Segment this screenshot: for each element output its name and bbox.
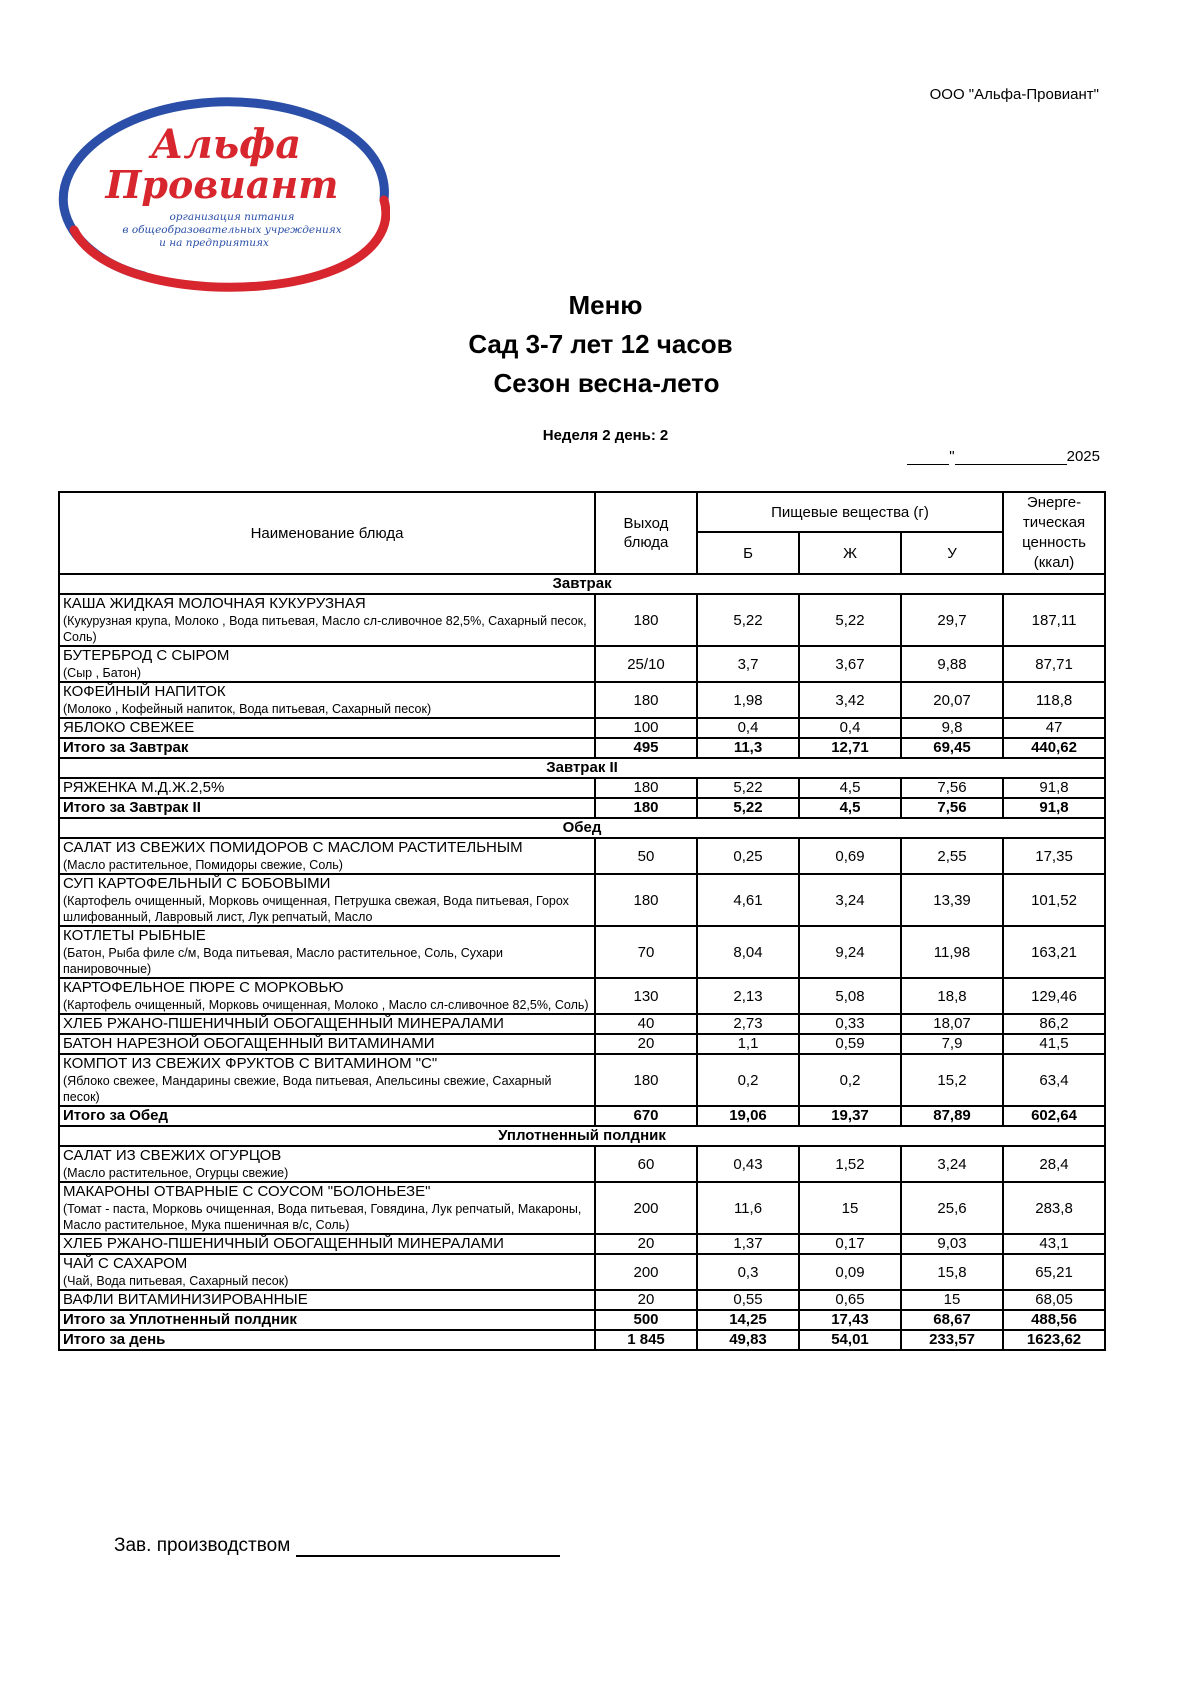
cell-fats: 15 — [799, 1182, 901, 1234]
cell-yield: 180 — [595, 778, 697, 798]
cell-carbs: 18,07 — [901, 1014, 1003, 1034]
cell-fats: 9,24 — [799, 926, 901, 978]
week-label: Неделя 2 день: — [542, 427, 656, 444]
cell-proteins: 1,37 — [697, 1234, 799, 1254]
date-day-blank — [907, 448, 949, 465]
cell-proteins: 0,2 — [697, 1054, 799, 1106]
cell-carbs: 9,88 — [901, 646, 1003, 682]
section-total-row — [59, 1106, 1105, 1126]
table-row — [59, 646, 1105, 682]
cell-kcal: 63,4 — [1003, 1054, 1105, 1106]
cell-fats: 19,37 — [799, 1106, 901, 1126]
menu-table — [58, 491, 1106, 1351]
table-row — [59, 1290, 1105, 1310]
cell-proteins: 0,4 — [697, 718, 799, 738]
header-proteins: Б — [697, 532, 799, 574]
cell-fats: 0,69 — [799, 838, 901, 874]
cell-fats: 3,67 — [799, 646, 901, 682]
cell-kcal: 91,8 — [1003, 778, 1105, 798]
dish-ingredients: (Яблоко свежее, Мандарины свежие, Вода питьевая, Апельсины свежие, Сахарный песок) — [63, 1074, 552, 1104]
cell-carbs: 69,45 — [901, 738, 1003, 758]
section-header-row — [59, 758, 1105, 778]
cell-kcal: 28,4 — [1003, 1146, 1105, 1182]
cell-carbs: 7,9 — [901, 1034, 1003, 1054]
cell-yield: 40 — [595, 1014, 697, 1034]
signature-line — [296, 1535, 560, 1557]
cell-fats: 0,09 — [799, 1254, 901, 1290]
dish-name: КАРТОФЕЛЬНОЕ ПЮРЕ С МОРКОВЬЮ — [63, 979, 344, 996]
header-nutrients: Пищевые вещества (г) — [697, 492, 1003, 532]
dish-cell — [59, 1014, 595, 1034]
logo-tagline-3: и на предприятиях — [159, 237, 269, 249]
date-line — [907, 448, 1100, 465]
cell-proteins: 0,43 — [697, 1146, 799, 1182]
cell-kcal: 41,5 — [1003, 1034, 1105, 1054]
total-label: Итого за Завтрак II — [59, 798, 595, 818]
cell-proteins: 49,83 — [697, 1330, 799, 1350]
cell-proteins: 2,13 — [697, 978, 799, 1014]
cell-yield: 20 — [595, 1290, 697, 1310]
cell-carbs: 3,24 — [901, 1146, 1003, 1182]
table-row — [59, 682, 1105, 718]
title-line-season: Сезон весна-лето — [493, 368, 720, 398]
cell-yield: 180 — [595, 1054, 697, 1106]
header-energy-line1: Энерге- — [1026, 494, 1082, 511]
week-day-value: 2 — [659, 427, 669, 444]
cell-yield: 1 845 — [595, 1330, 697, 1350]
dish-name: СУП КАРТОФЕЛЬНЫЙ С БОБОВЫМИ — [63, 875, 331, 892]
cell-carbs: 11,98 — [901, 926, 1003, 978]
cell-carbs: 68,67 — [901, 1310, 1003, 1330]
cell-yield: 100 — [595, 718, 697, 738]
menu-body — [59, 574, 1105, 1350]
table-row — [59, 978, 1105, 1014]
cell-yield: 20 — [595, 1034, 697, 1054]
cell-fats: 5,22 — [799, 594, 901, 646]
table-row — [59, 1034, 1105, 1054]
page-title — [0, 286, 1199, 403]
dish-ingredients: (Кукурузная крупа, Молоко , Вода питьевая, Масло сл-сливочное 82,5%, Сахарный песок, Соль) — [63, 614, 587, 644]
dish-name: ХЛЕБ РЖАНО-ПШЕНИЧНЫЙ ОБОГАЩЕННЫЙ МИНЕРАЛАМИ — [63, 1235, 504, 1252]
logo-text-line1: Альфа — [150, 121, 302, 168]
cell-carbs: 15 — [901, 1290, 1003, 1310]
cell-yield: 50 — [595, 838, 697, 874]
header-energy-line2: тическая — [1022, 514, 1086, 531]
cell-yield: 495 — [595, 738, 697, 758]
cell-kcal: 488,56 — [1003, 1310, 1105, 1330]
company-name: ООО "Альфа-Провиант" — [929, 86, 1099, 103]
cell-proteins: 14,25 — [697, 1310, 799, 1330]
cell-proteins: 0,55 — [697, 1290, 799, 1310]
dish-cell — [59, 682, 595, 718]
cell-yield: 180 — [595, 594, 697, 646]
table-row — [59, 1054, 1105, 1106]
cell-yield: 60 — [595, 1146, 697, 1182]
dish-name: КОТЛЕТЫ РЫБНЫЕ — [63, 927, 206, 944]
dish-name: КАША ЖИДКАЯ МОЛОЧНАЯ КУКУРУЗНАЯ — [63, 595, 366, 612]
cell-carbs: 233,57 — [901, 1330, 1003, 1350]
section-total-row — [59, 738, 1105, 758]
cell-kcal: 440,62 — [1003, 738, 1105, 758]
cell-proteins: 1,1 — [697, 1034, 799, 1054]
cell-kcal: 87,71 — [1003, 646, 1105, 682]
cell-fats: 0,65 — [799, 1290, 901, 1310]
cell-carbs: 7,56 — [901, 778, 1003, 798]
cell-carbs: 18,8 — [901, 978, 1003, 1014]
cell-yield: 20 — [595, 1234, 697, 1254]
table-row — [59, 718, 1105, 738]
cell-yield: 130 — [595, 978, 697, 1014]
date-year: 2025 — [1066, 448, 1100, 465]
cell-fats: 0,33 — [799, 1014, 901, 1034]
section-title: Завтрак II — [59, 758, 1105, 778]
table-row — [59, 1182, 1105, 1234]
dish-name: МАКАРОНЫ ОТВАРНЫЕ С СОУСОМ "БОЛОНЬЕЗЕ" — [63, 1183, 431, 1200]
header-yield-line1: Выход — [623, 515, 669, 532]
cell-proteins: 11,3 — [697, 738, 799, 758]
title-line-menu: Меню — [568, 290, 643, 320]
header-dish-name: Наименование блюда — [59, 492, 595, 574]
cell-kcal: 283,8 — [1003, 1182, 1105, 1234]
cell-fats: 54,01 — [799, 1330, 901, 1350]
dish-cell — [59, 718, 595, 738]
dish-cell — [59, 594, 595, 646]
table-row — [59, 1146, 1105, 1182]
cell-fats: 0,2 — [799, 1054, 901, 1106]
cell-fats: 3,24 — [799, 874, 901, 926]
dish-cell — [59, 1254, 595, 1290]
dish-name: ХЛЕБ РЖАНО-ПШЕНИЧНЫЙ ОБОГАЩЕННЫЙ МИНЕРАЛАМИ — [63, 1015, 504, 1032]
cell-kcal: 68,05 — [1003, 1290, 1105, 1310]
dish-name: КОМПОТ ИЗ СВЕЖИХ ФРУКТОВ С ВИТАМИНОМ "С" — [63, 1055, 438, 1072]
dish-ingredients: (Масло растительное, Помидоры свежие, Соль) — [63, 858, 343, 872]
dish-name: БАТОН НАРЕЗНОЙ ОБОГАЩЕННЫЙ ВИТАМИНАМИ — [63, 1035, 435, 1052]
dish-cell — [59, 874, 595, 926]
table-row — [59, 1014, 1105, 1034]
day-total-row — [59, 1330, 1105, 1350]
dish-ingredients: (Батон, Рыба филе с/м, Вода питьевая, Масло растительное, Соль, Сухари панировочные) — [63, 946, 504, 976]
title-line-group: Сад 3-7 лет 12 часов — [468, 329, 733, 359]
dish-cell — [59, 1182, 595, 1234]
dish-name: ВАФЛИ ВИТАМИНИЗИРОВАННЫЕ — [63, 1291, 308, 1308]
cell-kcal: 43,1 — [1003, 1234, 1105, 1254]
cell-yield: 180 — [595, 874, 697, 926]
cell-proteins: 5,22 — [697, 594, 799, 646]
cell-fats: 1,52 — [799, 1146, 901, 1182]
section-title: Уплотненный полдник — [59, 1126, 1105, 1146]
dish-name: САЛАТ ИЗ СВЕЖИХ ПОМИДОРОВ С МАСЛОМ РАСТИТЕЛЬНЫМ — [63, 839, 523, 856]
table-row — [59, 778, 1105, 798]
dish-cell — [59, 1146, 595, 1182]
dish-cell — [59, 926, 595, 978]
dish-name: САЛАТ ИЗ СВЕЖИХ ОГУРЦОВ — [63, 1147, 282, 1164]
cell-proteins: 2,73 — [697, 1014, 799, 1034]
cell-fats: 0,4 — [799, 718, 901, 738]
logo-tagline-1: организация питания — [169, 211, 295, 223]
table-row — [59, 1234, 1105, 1254]
cell-carbs: 7,56 — [901, 798, 1003, 818]
dish-ingredients: (Картофель очищенный, Морковь очищенная, Петрушка свежая, Вода питьевая, Горох шлифованный, Лавровый лист, Лук репчатый, Масло — [63, 894, 569, 924]
cell-carbs: 87,89 — [901, 1106, 1003, 1126]
cell-proteins: 3,7 — [697, 646, 799, 682]
cell-kcal: 86,2 — [1003, 1014, 1105, 1034]
header-carbs: У — [901, 532, 1003, 574]
total-label: Итого за Завтрак — [59, 738, 595, 758]
cell-kcal: 129,46 — [1003, 978, 1105, 1014]
cell-carbs: 15,2 — [901, 1054, 1003, 1106]
header-fats: Ж — [799, 532, 901, 574]
dish-cell — [59, 1234, 595, 1254]
cell-fats: 3,42 — [799, 682, 901, 718]
header-energy-line3: ценность — [1022, 534, 1086, 551]
cell-carbs: 9,8 — [901, 718, 1003, 738]
date-quote: " — [949, 448, 955, 465]
dish-cell — [59, 1290, 595, 1310]
cell-kcal: 91,8 — [1003, 798, 1105, 818]
total-label: Итого за Уплотненный полдник — [59, 1310, 595, 1330]
section-header-row — [59, 1126, 1105, 1146]
dish-name: РЯЖЕНКА М.Д.Ж.2,5% — [63, 779, 225, 796]
table-row — [59, 926, 1105, 978]
section-total-row — [59, 798, 1105, 818]
cell-proteins: 11,6 — [697, 1182, 799, 1234]
dish-name: ЯБЛОКО СВЕЖЕЕ — [63, 719, 195, 736]
cell-yield: 500 — [595, 1310, 697, 1330]
cell-kcal: 163,21 — [1003, 926, 1105, 978]
cell-yield: 200 — [595, 1182, 697, 1234]
dish-cell — [59, 646, 595, 682]
dish-name: ЧАЙ С САХАРОМ — [63, 1255, 188, 1272]
cell-carbs: 29,7 — [901, 594, 1003, 646]
cell-proteins: 1,98 — [697, 682, 799, 718]
section-title: Обед — [59, 818, 1105, 838]
cell-proteins: 4,61 — [697, 874, 799, 926]
section-header-row — [59, 818, 1105, 838]
cell-carbs: 15,8 — [901, 1254, 1003, 1290]
cell-yield: 180 — [595, 798, 697, 818]
cell-yield: 180 — [595, 682, 697, 718]
total-label: Итого за Обед — [59, 1106, 595, 1126]
dish-name: КОФЕЙНЫЙ НАПИТОК — [63, 683, 226, 700]
cell-fats: 12,71 — [799, 738, 901, 758]
cell-kcal: 602,64 — [1003, 1106, 1105, 1126]
header-yield — [595, 492, 697, 574]
section-total-row — [59, 1310, 1105, 1330]
cell-kcal: 1623,62 — [1003, 1330, 1105, 1350]
cell-proteins: 0,25 — [697, 838, 799, 874]
dish-ingredients: (Сыр , Батон) — [63, 666, 142, 680]
cell-kcal: 101,52 — [1003, 874, 1105, 926]
dish-ingredients: (Масло растительное, Огурцы свежие) — [63, 1166, 289, 1180]
cell-carbs: 25,6 — [901, 1182, 1003, 1234]
cell-fats: 4,5 — [799, 778, 901, 798]
cell-kcal: 187,11 — [1003, 594, 1105, 646]
cell-kcal: 47 — [1003, 718, 1105, 738]
day-total-label: Итого за день — [59, 1330, 595, 1350]
cell-fats: 4,5 — [799, 798, 901, 818]
logo-text-line2: Провиант — [105, 162, 339, 207]
date-month-blank — [955, 448, 1067, 465]
company-logo — [54, 90, 390, 294]
cell-carbs: 2,55 — [901, 838, 1003, 874]
cell-proteins: 0,3 — [697, 1254, 799, 1290]
signature-label: Зав. производством — [114, 1535, 291, 1556]
cell-proteins: 5,22 — [697, 798, 799, 818]
dish-cell — [59, 1054, 595, 1106]
cell-proteins: 19,06 — [697, 1106, 799, 1126]
dish-cell — [59, 978, 595, 1014]
cell-fats: 0,17 — [799, 1234, 901, 1254]
table-row — [59, 1254, 1105, 1290]
logo-graphic — [54, 90, 390, 294]
dish-cell — [59, 778, 595, 798]
dish-ingredients: (Молоко , Кофейный напиток, Вода питьевая, Сахарный песок) — [63, 702, 432, 716]
cell-carbs: 9,03 — [901, 1234, 1003, 1254]
cell-fats: 17,43 — [799, 1310, 901, 1330]
dish-cell — [59, 1034, 595, 1054]
section-title: Завтрак — [59, 574, 1105, 594]
header-yield-line2: блюда — [623, 534, 669, 551]
cell-yield: 70 — [595, 926, 697, 978]
week-day-line — [0, 427, 1199, 444]
cell-kcal: 65,21 — [1003, 1254, 1105, 1290]
dish-cell — [59, 838, 595, 874]
dish-name: БУТЕРБРОД С СЫРОМ — [63, 647, 230, 664]
cell-proteins: 8,04 — [697, 926, 799, 978]
cell-kcal: 17,35 — [1003, 838, 1105, 874]
dish-ingredients: (Картофель очищенный, Морковь очищенная, Молоко , Масло сл-сливочное 82,5%, Соль) — [63, 998, 589, 1012]
table-row — [59, 874, 1105, 926]
section-header-row — [59, 574, 1105, 594]
cell-fats: 5,08 — [799, 978, 901, 1014]
signature-block — [114, 1535, 560, 1557]
cell-yield: 670 — [595, 1106, 697, 1126]
cell-yield: 25/10 — [595, 646, 697, 682]
header-energy-line4: (ккал) — [1033, 554, 1075, 571]
header-energy — [1003, 492, 1105, 574]
table-row — [59, 838, 1105, 874]
dish-ingredients: (Чай, Вода питьевая, Сахарный песок) — [63, 1274, 289, 1288]
cell-fats: 0,59 — [799, 1034, 901, 1054]
table-row — [59, 594, 1105, 646]
cell-carbs: 20,07 — [901, 682, 1003, 718]
dish-ingredients: (Томат - паста, Морковь очищенная, Вода питьевая, Говядина, Лук репчатый, Макароны, Масло растительное, Мука пшеничная в/с, Соль) — [63, 1202, 582, 1232]
cell-proteins: 5,22 — [697, 778, 799, 798]
cell-carbs: 13,39 — [901, 874, 1003, 926]
logo-tagline-2: в общеобразовательных учреждениях — [122, 224, 342, 236]
cell-yield: 200 — [595, 1254, 697, 1290]
cell-kcal: 118,8 — [1003, 682, 1105, 718]
